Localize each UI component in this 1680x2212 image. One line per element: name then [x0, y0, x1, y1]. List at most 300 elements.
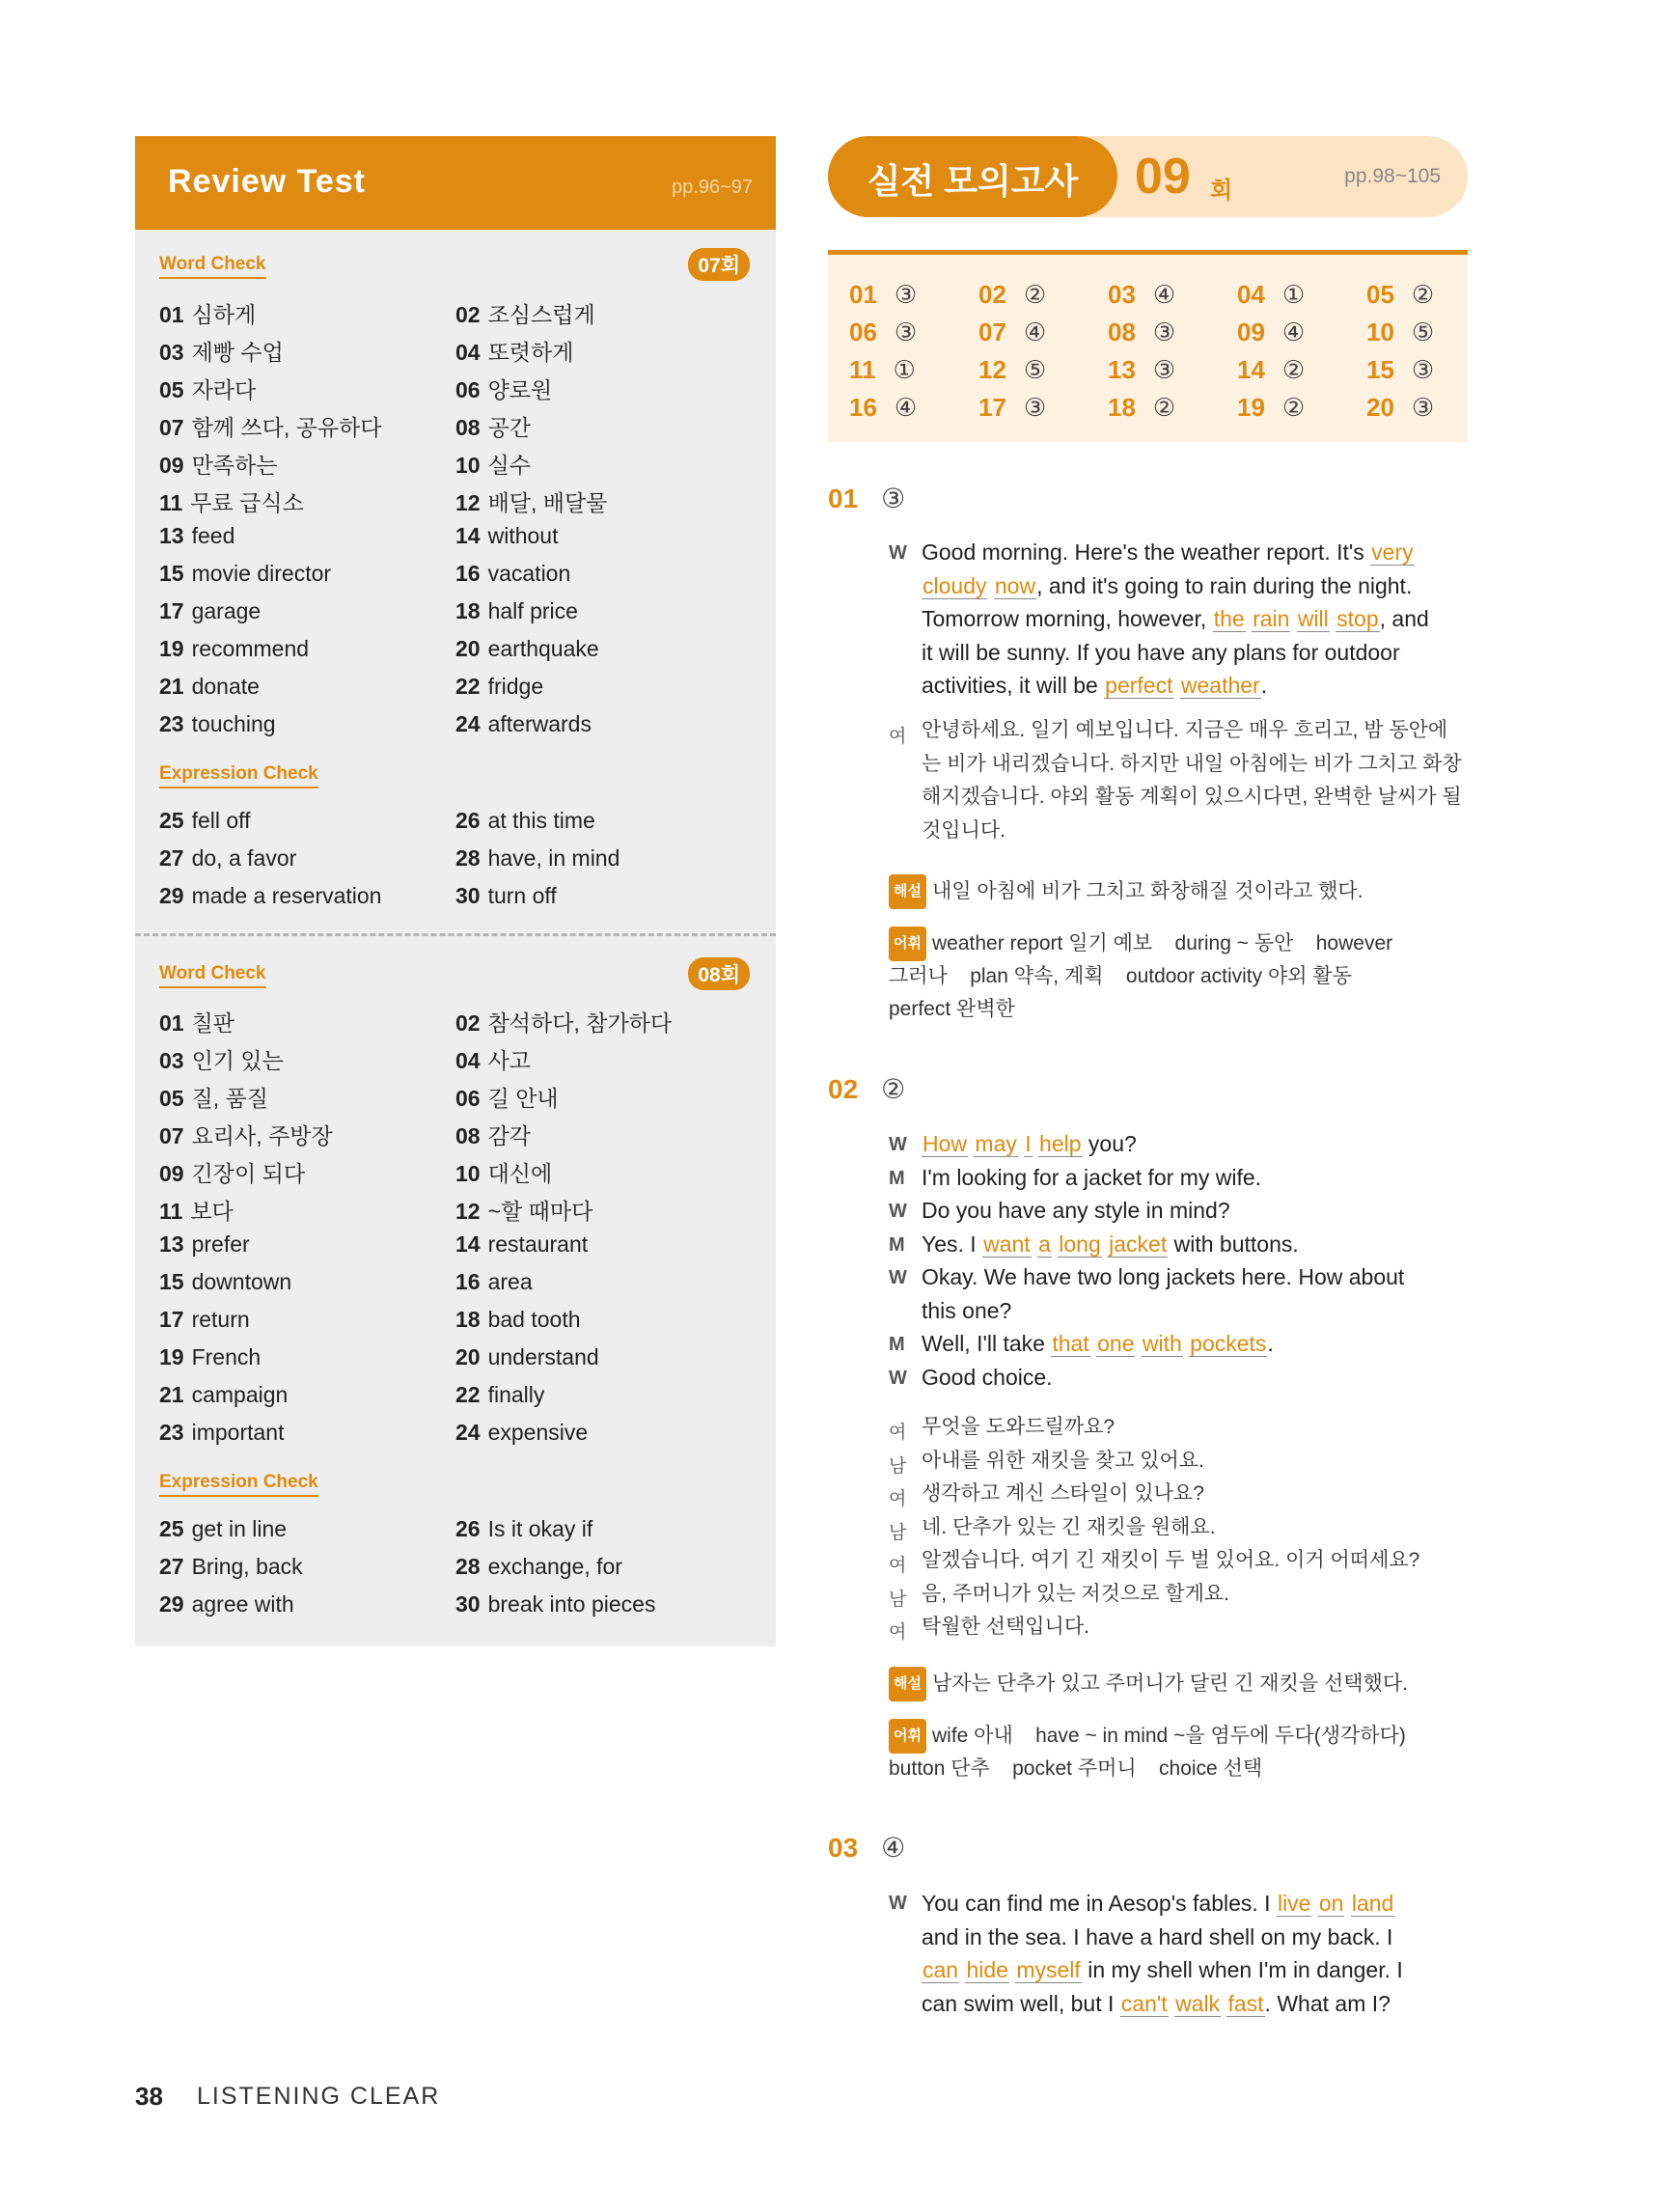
review-item-text: fell off [191, 808, 251, 833]
review-item [455, 1043, 531, 1075]
script-text [1290, 606, 1296, 631]
speaker-label: W [889, 1267, 907, 1288]
answer-key-mark: ⑤ [1023, 355, 1047, 384]
dictation-blank: on [1318, 1891, 1344, 1916]
answer-key-number: 02 [978, 280, 1006, 309]
script-text: you? [1082, 1131, 1137, 1156]
review-item [455, 1344, 599, 1370]
book-title: LISTENING CLEAR [197, 2083, 441, 2110]
vocab-text: wife 아내 have ~ in mind ~을 염두에 두다(생각하다) [931, 1725, 1406, 1747]
review-item-text: get in line [191, 1516, 288, 1541]
word-check-label-07: Word Check [159, 254, 266, 279]
vocab-text: 그러나 plan 약속, 계획 outdoor activity 야외 활동 [889, 964, 1352, 987]
review-item-number: 22 [455, 674, 481, 699]
script-line [922, 569, 1412, 602]
review-item [455, 636, 599, 662]
review-item-number: 25 [159, 1516, 184, 1541]
review-item [455, 373, 552, 404]
review-item [455, 1516, 592, 1542]
script-line [922, 1887, 1394, 1920]
vocab-tag: 어휘 [889, 1719, 926, 1754]
translation-line: 안녕하세요. 일기 예보입니다. 지금은 매우 흐리고, 밤 동안에 [922, 719, 1448, 741]
question-number: 02 [828, 1074, 859, 1104]
review-item-number: 02 [455, 302, 481, 327]
script-text [1344, 1891, 1350, 1916]
review-item-text: 양로원 [487, 377, 553, 402]
review-item-number: 05 [159, 377, 184, 402]
review-item-text: vacation [487, 561, 571, 586]
answer-key-item [978, 318, 1046, 347]
review-item [159, 1344, 261, 1370]
translation-line: 생각하고 계신 스타일이 있나요? [922, 1482, 1204, 1505]
review-item-number: 15 [159, 561, 184, 586]
review-item [455, 448, 531, 480]
review-item-text: 공간 [487, 415, 532, 440]
review-item-number: 14 [455, 523, 481, 548]
review-item-number: 17 [159, 598, 184, 623]
script-text: and in the sea. I have a hard shell on my back. I [922, 1923, 1393, 1949]
script-text [1135, 1331, 1141, 1356]
expression-check-label-07: Expression Check [159, 763, 318, 788]
review-item-text: French [191, 1344, 262, 1369]
answer-key-item [1366, 393, 1434, 423]
translation-line: 아내를 위한 재킷을 찾고 있어요. [922, 1449, 1204, 1472]
answer-key-item [1366, 355, 1434, 385]
review-item [455, 883, 557, 909]
script-line [922, 1361, 1053, 1394]
script-text: this one? [922, 1297, 1012, 1323]
dictation-blank: walk [1175, 1990, 1221, 2016]
translation-line: 것입니다. [922, 818, 1005, 842]
answer-key-mark: ③ [1152, 318, 1176, 346]
dictation-blank: jacket [1109, 1230, 1168, 1257]
review-item-text: earthquake [487, 636, 599, 661]
review-item-number: 19 [159, 1344, 184, 1369]
review-item-number: 01 [159, 1010, 184, 1036]
review-item-number: 28 [455, 845, 481, 871]
review-item [159, 373, 256, 404]
answer-key-mark: ⑤ [1411, 318, 1435, 346]
review-item-text: 보다 [190, 1199, 234, 1224]
review-item-number: 25 [159, 808, 184, 833]
answer-key-number: 07 [978, 318, 1006, 346]
dictation-blank: may [975, 1131, 1017, 1156]
answer-key-item [849, 393, 917, 423]
speaker-label: W [889, 542, 907, 564]
review-item [159, 485, 304, 517]
explanation-q01 [889, 874, 1363, 909]
dictation-blank: How [923, 1131, 968, 1156]
review-item [455, 674, 543, 700]
review-item [159, 883, 381, 909]
review-item-number: 24 [455, 1420, 481, 1445]
vocab-text: perfect 완벽한 [889, 998, 1015, 1020]
review-item-number: 16 [455, 561, 481, 586]
translation-line: 알겠습니다. 여기 긴 재킷이 두 벌 있어요. 이거 어떠세요? [922, 1549, 1420, 1571]
review-test-title: Review Test [168, 163, 367, 200]
review-test-pages: pp.96~97 [672, 177, 753, 198]
answer-key-item [978, 393, 1046, 423]
section-divider [135, 933, 776, 936]
review-item-text: 만족하는 [191, 453, 278, 478]
review-item-number: 22 [455, 1382, 481, 1407]
answer-key-item [1237, 280, 1305, 310]
answer-key-item [1108, 280, 1175, 310]
review-item-number: 12 [455, 1199, 481, 1224]
answer-key-number: 10 [1366, 318, 1394, 346]
review-item-text: 길 안내 [487, 1086, 559, 1111]
speaker-label: M [889, 1167, 905, 1189]
review-item-text: 대신에 [487, 1161, 553, 1186]
script-line [922, 1260, 1404, 1293]
dictation-blank: very [1371, 539, 1414, 565]
review-item-number: 08 [455, 1123, 481, 1148]
review-item-number: 10 [455, 1161, 481, 1186]
answer-key-mark: ③ [894, 280, 918, 309]
review-item-text: 사고 [487, 1048, 532, 1073]
explanation-tag: 해설 [889, 1667, 926, 1701]
review-item-text: without [487, 523, 559, 548]
answer-key-item [1237, 318, 1305, 347]
review-item [159, 1231, 250, 1258]
dictation-blank: can [923, 1957, 959, 1982]
review-item [455, 1156, 552, 1188]
answer-key-item [1108, 393, 1175, 423]
review-item-number: 03 [159, 1048, 184, 1073]
answer-key-mark: ④ [894, 393, 918, 422]
mock-test-title: 실전 모의고사 [867, 161, 1079, 201]
review-item [455, 598, 578, 624]
review-item-text: garage [191, 598, 262, 623]
review-item-number: 24 [455, 711, 481, 736]
speaker-label: M [889, 1334, 905, 1355]
review-item-text: ~할 때마다 [487, 1199, 593, 1224]
script-text: in my shell when I'm in danger. I [1081, 1957, 1403, 1982]
review-item-text: 인기 있는 [191, 1048, 284, 1073]
review-item [159, 335, 284, 367]
review-item-text: Is it okay if [487, 1516, 593, 1541]
answer-key-number: 16 [849, 393, 877, 422]
script-line [922, 1953, 1403, 1986]
answer-key-number: 18 [1108, 393, 1136, 422]
review-item-text: touching [191, 711, 276, 736]
kr-speaker-label: 여 [889, 1489, 907, 1509]
answer-key-item [1108, 318, 1175, 347]
answer-key-item [1237, 355, 1305, 385]
script-text: Okay. We have two long jackets here. How about [922, 1264, 1405, 1289]
review-item-text: have, in mind [487, 845, 620, 871]
review-item-text: 제빵 수업 [191, 340, 284, 365]
translation-line: 는 비가 내리겠습니다. 하지만 내일 아침에는 비가 그치고 화창 [922, 752, 1462, 775]
review-item [159, 297, 256, 329]
dictation-blank: one [1097, 1331, 1135, 1356]
review-item-number: 07 [159, 1123, 184, 1148]
review-item-text: 긴장이 되다 [191, 1161, 306, 1186]
answer-key-mark: ③ [1023, 393, 1047, 422]
review-item-text: agree with [191, 1591, 294, 1617]
review-item-text: campaign [191, 1382, 289, 1407]
review-test-header [135, 136, 776, 230]
dictation-blank: myself [1016, 1957, 1081, 1982]
script-line [922, 1921, 1392, 1953]
review-item-text: half price [487, 598, 578, 623]
answer-key-number: 13 [1108, 355, 1136, 384]
speaker-label: W [889, 1134, 907, 1155]
answer-key-number: 09 [1237, 318, 1265, 346]
dictation-blank: now [994, 572, 1036, 598]
review-item-number: 20 [455, 1344, 481, 1369]
explanation-text: 내일 아침에 비가 그치고 화창해질 것이라고 했다. [931, 880, 1363, 902]
review-item-text: important [191, 1420, 285, 1445]
answer-key-number: 14 [1237, 355, 1265, 384]
script-text: Do you have any style in mind? [922, 1198, 1230, 1223]
script-text: Good choice. [922, 1364, 1053, 1390]
answer-key-item [849, 280, 917, 310]
dictation-blank: will [1297, 606, 1329, 631]
mock-test-pages: pp.98~105 [1344, 165, 1441, 187]
review-item [455, 1307, 581, 1333]
speaker-label: M [889, 1233, 905, 1256]
review-item-text: 심하게 [191, 302, 257, 327]
review-item [159, 1420, 284, 1446]
review-item-number: 05 [159, 1086, 184, 1111]
review-item-text: 요리사, 주방장 [191, 1123, 333, 1148]
review-item-text: 자라다 [191, 377, 257, 402]
review-item-number: 29 [159, 1591, 184, 1617]
answer-key-mark: ① [893, 355, 916, 384]
review-item [455, 1269, 533, 1295]
review-item-text: made a reservation [191, 883, 382, 908]
answer-key-mark: ③ [1411, 393, 1435, 422]
translation-line: 음, 주머니가 있는 저것으로 할게요. [922, 1582, 1230, 1605]
review-item-number: 14 [455, 1231, 481, 1257]
review-item-number: 04 [455, 340, 481, 365]
review-item [455, 808, 595, 834]
review-item [159, 1269, 291, 1295]
review-item-text: 무료 급식소 [190, 490, 304, 515]
answer-key-item [849, 318, 917, 347]
dictation-blank: with [1142, 1331, 1182, 1356]
answer-key-mark: ③ [1411, 355, 1435, 384]
answer-key-number: 06 [849, 318, 877, 346]
review-item-text: turn off [487, 883, 557, 908]
script-text: can swim well, but I [922, 1990, 1120, 2016]
review-item [159, 1554, 303, 1580]
review-item-number: 12 [455, 490, 481, 515]
answer-key-grid [828, 250, 1468, 442]
review-item-text: return [191, 1307, 250, 1332]
review-item [159, 1119, 333, 1150]
page-number: 38 [135, 2082, 163, 2111]
question-number: 03 [828, 1833, 859, 1863]
mock-test-hoe: 회 [1210, 178, 1233, 204]
answer-key-mark: ④ [1023, 318, 1047, 346]
review-item [159, 1156, 305, 1188]
review-item-number: 28 [455, 1554, 481, 1579]
review-item-number: 29 [159, 883, 184, 908]
expression-check-label-08: Expression Check [159, 1472, 318, 1497]
dictation-blank: want [983, 1230, 1031, 1257]
script-text: , and it's going to rain during the night. [1036, 572, 1413, 598]
answer-key-mark: ④ [1152, 280, 1176, 309]
answer-key-number: 04 [1237, 280, 1265, 309]
answer-key-mark: ② [1281, 393, 1306, 422]
question-header-01 [828, 483, 905, 514]
speaker-label: W [889, 1893, 907, 1914]
script-text [987, 573, 993, 598]
dictation-blank: cloudy [923, 572, 987, 598]
review-item-text: prefer [191, 1231, 250, 1257]
review-item [455, 1119, 531, 1150]
review-item [455, 1382, 544, 1408]
review-item-text: recommend [191, 636, 310, 661]
answer-key-mark: ② [1411, 280, 1435, 309]
answer-key-item [978, 280, 1046, 310]
speaker-label: W [889, 1201, 907, 1222]
dictation-blank: land [1351, 1891, 1394, 1916]
review-item-text: donate [191, 674, 260, 699]
review-item [159, 1591, 294, 1618]
kr-speaker-label: 여 [889, 1622, 907, 1643]
answer-key-mark: ④ [1281, 318, 1306, 346]
review-item-number: 09 [159, 453, 184, 478]
mock-test-number: 09 [1135, 149, 1191, 205]
answer-key-number: 03 [1108, 280, 1136, 309]
answer-key-number: 20 [1366, 393, 1394, 422]
answer-key-number: 11 [849, 355, 876, 384]
kr-speaker-label: 여 [889, 1423, 907, 1443]
review-item-number: 08 [455, 415, 481, 440]
vocab-text: button 단추 pocket 주머니 choice 선택 [889, 1756, 1263, 1780]
review-item-text: bad tooth [487, 1307, 581, 1332]
script-line [922, 1127, 1137, 1160]
review-item [455, 561, 570, 587]
review-item-text: finally [487, 1382, 545, 1407]
script-text [1311, 1891, 1317, 1916]
answer-key-item [1366, 318, 1434, 347]
answer-key-item [1237, 393, 1305, 423]
word-check-label-08: Word Check [159, 963, 266, 988]
dictation-blank: live [1277, 1891, 1311, 1916]
answer-key-number: 19 [1237, 393, 1265, 422]
answer-key-item [849, 355, 916, 385]
review-item-text: 또렷하게 [487, 340, 574, 365]
script-text: it will be sunny. If you have any plans for outdoor [922, 639, 1400, 665]
review-item [455, 335, 573, 367]
review-item-text: feed [191, 523, 235, 548]
review-item [159, 1194, 234, 1226]
review-item [159, 561, 331, 587]
review-item-number: 16 [455, 1269, 481, 1294]
question-header-02 [828, 1073, 905, 1105]
review-item-number: 21 [159, 674, 184, 699]
review-item [159, 636, 309, 662]
review-item-number: 04 [455, 1048, 481, 1073]
review-item-number: 11 [159, 490, 183, 515]
review-item [455, 1006, 672, 1037]
answer-key-mark: ③ [1152, 355, 1176, 384]
script-line [922, 1987, 1391, 2020]
review-item-number: 15 [159, 1269, 184, 1294]
vocab-line [889, 960, 1352, 993]
script-text: . [1267, 1331, 1274, 1356]
review-item-number: 01 [159, 302, 184, 327]
answer-key-item [978, 355, 1046, 385]
dictation-blank: a [1038, 1230, 1051, 1257]
dictation-blank: weather [1180, 673, 1260, 698]
answer-key-mark: ③ [894, 318, 918, 346]
review-item-text: break into pieces [487, 1591, 656, 1617]
dictation-blank: that [1052, 1331, 1089, 1356]
review-item-number: 23 [159, 1420, 184, 1445]
dictation-blank: fast [1227, 1990, 1264, 2016]
review-item-text: movie director [191, 561, 332, 586]
question-header-03 [828, 1832, 905, 1864]
dictation-blank: hide [966, 1957, 1008, 1982]
review-item-text: 배달, 배달물 [487, 490, 608, 515]
review-item [159, 523, 234, 549]
question-answer: ③ [881, 484, 906, 513]
question-number: 01 [828, 484, 859, 513]
script-line [922, 1327, 1274, 1360]
script-text: with buttons. [1168, 1230, 1299, 1257]
review-item-number: 07 [159, 415, 184, 440]
vocab-text: weather report 일기 예보 during ~ 동안 however [931, 932, 1393, 954]
review-item-number: 06 [455, 377, 481, 402]
speaker-label: W [889, 1367, 907, 1389]
review-item-number: 18 [455, 598, 481, 623]
review-item [159, 598, 261, 624]
review-item [455, 410, 531, 442]
answer-key-mark: ② [1023, 280, 1047, 309]
review-item-number: 21 [159, 1382, 184, 1407]
review-item [159, 845, 296, 871]
script-text: Tomorrow morning, however, [922, 606, 1213, 631]
vocab-line [889, 1753, 1262, 1785]
dictation-blank: pockets [1190, 1331, 1267, 1356]
review-item-text: understand [487, 1344, 599, 1369]
review-item [159, 1081, 268, 1113]
session-badge-07: 07회 [688, 248, 750, 281]
review-item-number: 20 [455, 636, 481, 661]
review-item-text: afterwards [487, 711, 592, 736]
translation-line: 해지겠습니다. 야외 활동 계획이 있으시다면, 완벽한 날씨가 될 [922, 786, 1462, 808]
script-text: You can find me in Aesop's fables. I [922, 1891, 1277, 1916]
review-item-number: 11 [159, 1199, 183, 1224]
review-item-text: do, a favor [191, 845, 297, 871]
review-item-number: 27 [159, 1554, 184, 1579]
review-item [455, 297, 595, 329]
review-item-number: 26 [455, 808, 481, 833]
review-item [455, 1554, 622, 1580]
question-answer: ② [881, 1074, 906, 1104]
review-item-text: Bring, back [191, 1554, 303, 1579]
answer-key-number: 15 [1366, 355, 1394, 384]
script-text: . What am I? [1264, 1990, 1391, 2016]
review-item [159, 1382, 288, 1408]
script-text: . [1260, 673, 1268, 698]
script-line [922, 669, 1267, 702]
kr-speaker-label: 남 [889, 1522, 907, 1543]
review-item-number: 13 [159, 1231, 184, 1257]
review-item [159, 1307, 250, 1333]
dictation-blank: the [1213, 606, 1245, 631]
script-text: I'm looking for a jacket for my wife. [922, 1164, 1262, 1190]
review-item [455, 1420, 588, 1446]
review-item [159, 448, 277, 480]
review-item-number: 30 [455, 1591, 481, 1617]
script-line [922, 536, 1415, 568]
